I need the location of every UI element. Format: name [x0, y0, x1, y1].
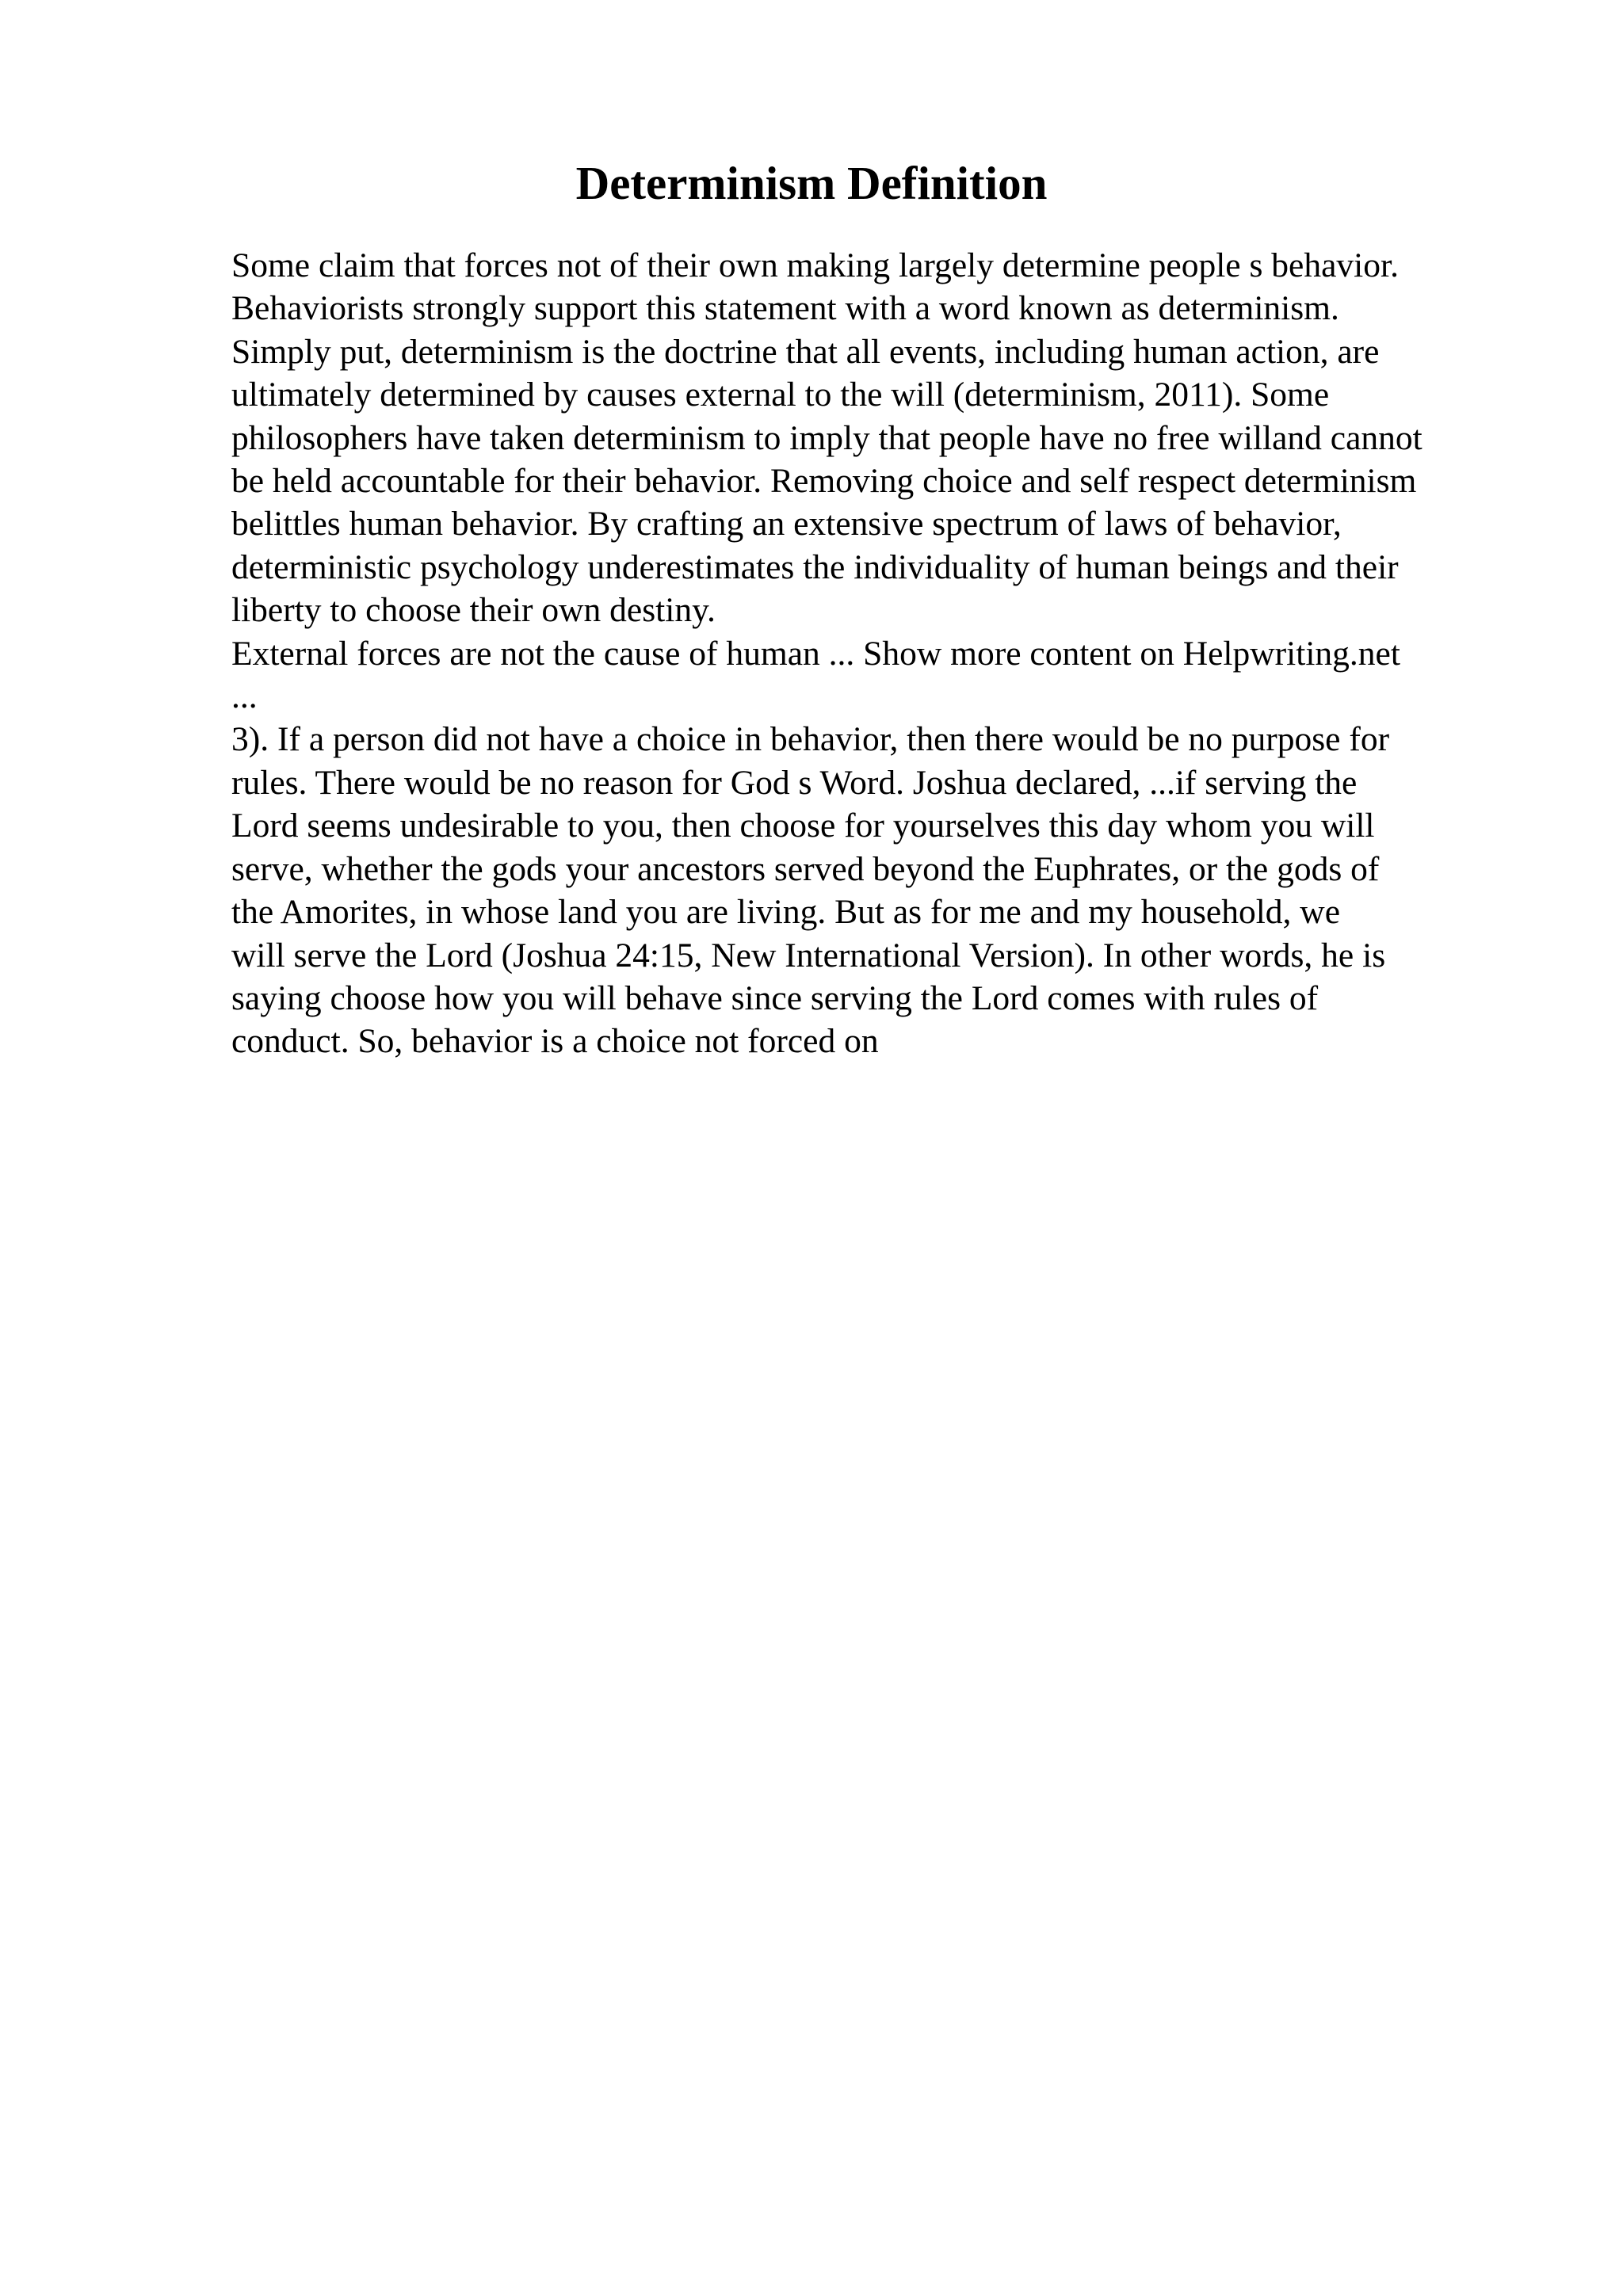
body-line: liberty to choose their own destiny. — [231, 591, 716, 630]
body-line: saying choose how you will behave since serving the Lord comes with rules of — [231, 978, 1319, 1017]
body-line: ... — [231, 677, 258, 716]
body-line: the Amorites, in whose land you are living. But as for me and my household, we — [231, 893, 1341, 932]
body-line: 3). If a person did not have a choice in behavior, then there would be no purpose for — [231, 720, 1390, 759]
document-title: Determinism Definition — [575, 157, 1048, 209]
body-line: Lord seems undesirable to you, then choose for yourselves this day whom you will — [231, 807, 1375, 845]
body-line: External forces are not the cause of human ... Show more content on Helpwriting.net — [231, 634, 1400, 673]
body-line: will serve the Lord (Joshua 24:15, New International Version). In other words, he is — [231, 936, 1386, 974]
body-line: belittles human behavior. By crafting an extensive spectrum of laws of behavior, — [231, 505, 1342, 543]
body-line: ultimately determined by causes external to the will (determinism, 2011). Some — [231, 376, 1330, 414]
body-line: Behaviorists strongly support this statement with a word known as determinism. — [231, 289, 1339, 328]
body-line: conduct. So, behavior is a choice not forced on — [231, 1022, 879, 1061]
body-line: philosophers have taken determinism to imply that people have no free willand cannot — [231, 418, 1423, 457]
body-line: Some claim that forces not of their own making largely determine people s behavior. — [231, 246, 1399, 284]
document-body — [231, 244, 1531, 1063]
body-line: be held accountable for their behavior. Removing choice and self respect determinism — [231, 462, 1417, 501]
body-line: deterministic psychology underestimates the individuality of human beings and their — [231, 547, 1399, 586]
body-line: serve, whether the gods your ancestors served beyond the Euphrates, or the gods of — [231, 849, 1380, 888]
body-line: rules. There would be no reason for God s Word. Joshua declared, ...if serving the — [231, 763, 1358, 802]
body-line: Simply put, determinism is the doctrine that all events, including human action, are — [231, 332, 1380, 371]
